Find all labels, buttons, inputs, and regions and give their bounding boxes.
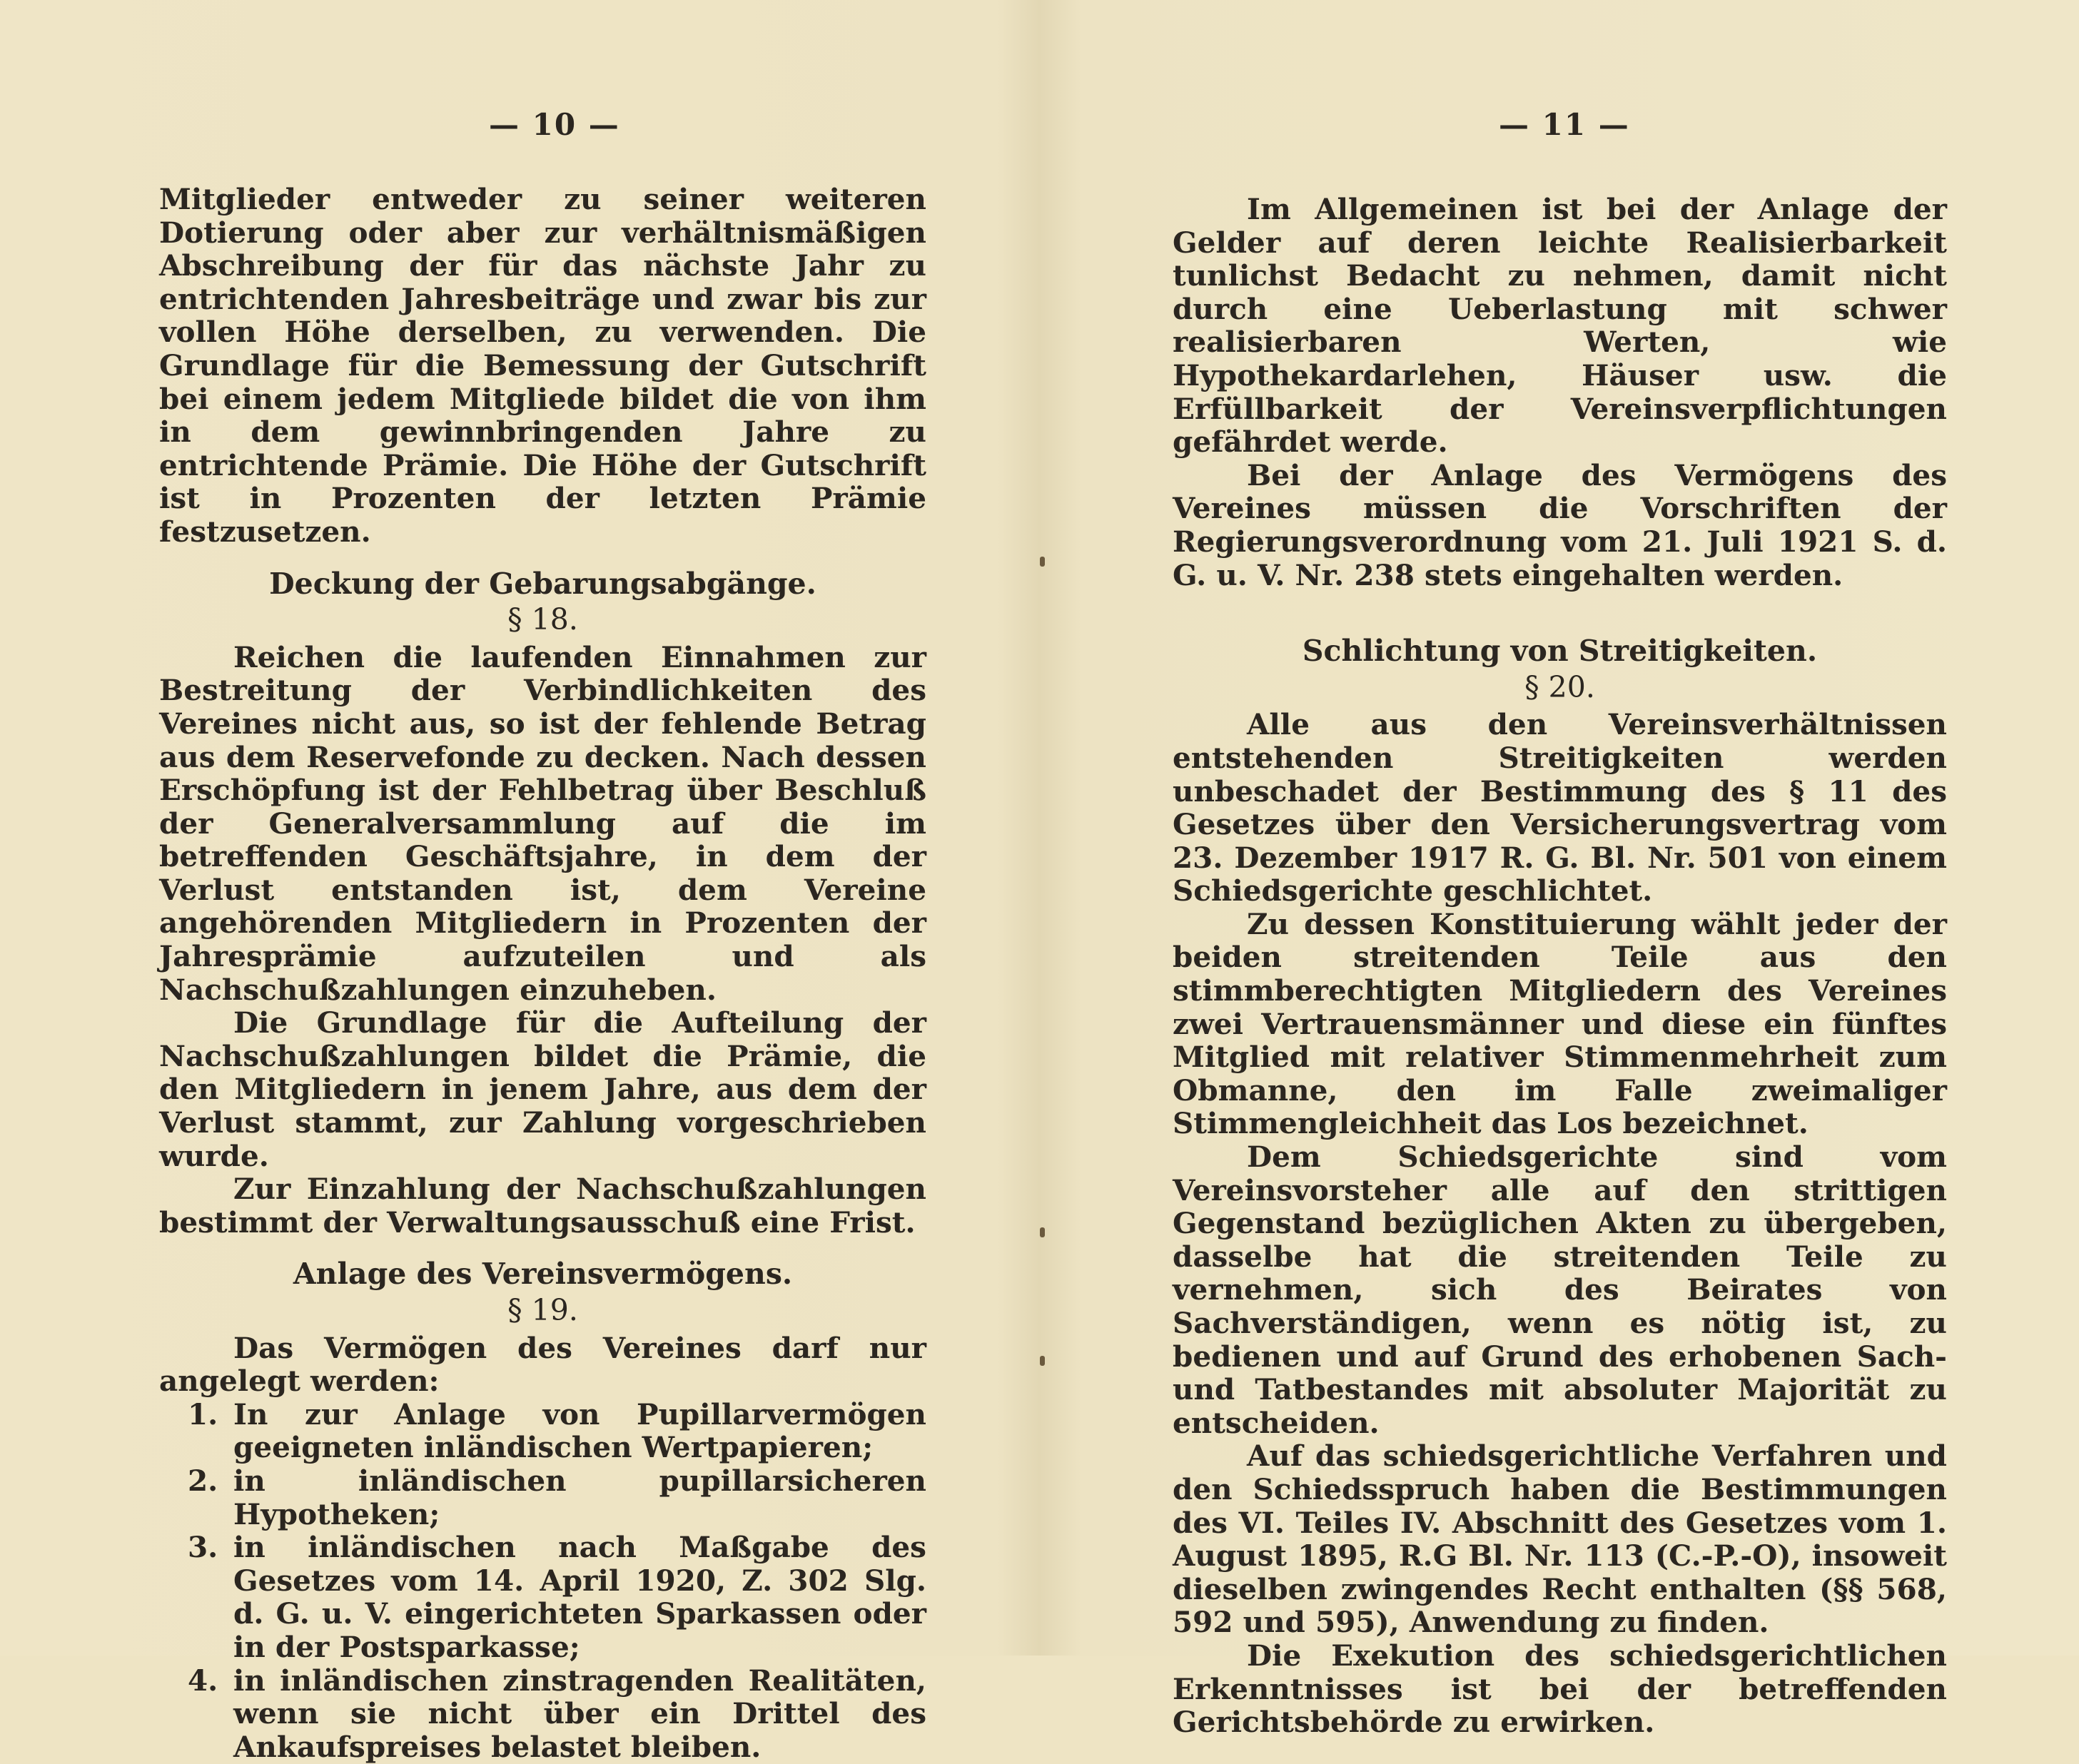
list-text: In zur Anlage von Pupillarvermögen geeigneten inländischen Wertpapieren; (233, 1396, 926, 1465)
left-text-column (159, 183, 926, 1763)
list-number: 2. (188, 1463, 218, 1498)
section-sign: § 18. (507, 602, 578, 637)
paragraph: Die Exekution des schiedsgerichtlichen Erkenntnisses ist bei der betreffenden Gerichtsbehörde zu erwirken. (1173, 1638, 1947, 1740)
paragraph: Auf das schiedsgerichtliche Verfahren und den Schiedsspruch haben die Bestimmungen des VI. Teiles IV. Abschnitt des Gesetzes vom 1. August 1895, R.G Bl. Nr. 113 (C.-P.-O), insoweit dieselben zwingendes Recht enthalten (§§ 568, 592 und 595), Anwendung zu finden. (1173, 1439, 1947, 1640)
list-text: in inländischen pupillarsicheren Hypotheken; (233, 1463, 926, 1531)
list-text: in inländischen nach Maßgabe des Gesetzes vom 14. April 1920, Z. 302 Slg. d. G. u. V. eingerichteten Sparkassen oder in der Postsparkasse; (233, 1530, 926, 1664)
paragraph: Alle aus den Vereinsverhältnissen entstehenden Streitigkeiten werden unbeschadet der Bestimmung des § 11 des Gesetzes über den Versicherungsvertrag vom 23. Dezember 1917 R. G. Bl. Nr. 501 von einem Schiedsgerichte geschlichtet. (1173, 707, 1947, 908)
list-item (159, 1398, 926, 1464)
left-page (0, 0, 1039, 1764)
paragraph: Das Vermögen des Vereines darf nur angelegt werden: (159, 1330, 926, 1399)
list-number: 4. (188, 1663, 218, 1698)
paragraph: Die Grundlage für die Aufteilung der Nachschußzahlungen bildet die Prämie, die den Mitgliedern in jenem Jahre, aus dem der Verlust stammt, zur Zahlung vorgeschrieben wurde. (159, 1005, 926, 1173)
list-item (159, 1664, 926, 1764)
right-page (1039, 0, 2079, 1740)
investment-list (159, 1398, 926, 1764)
paragraph: Reichen die laufenden Einnahmen zur Bestreitung der Verbindlichkeiten des Vereines nicht aus, so ist der fehlende Betrag aus dem Reservefonde zu decken. Nach dessen Erschöpfung ist der Fehlbetrag über Beschluß der Generalversammlung auf die im betreffenden Geschäftsjahre, in dem der Verlust entstanden ist, dem Vereine angehörenden Mitgliedern in Prozenten der Jahresprämie aufzuteilen und als Nachschußzahlungen einzuheben. (159, 639, 926, 1007)
list-text: in inländischen zinstragenden Realitäten, wenn sie nicht über ein Drittel des Ankaufspreises belastet bleiben. (233, 1663, 926, 1764)
page-number: — 10 — (489, 107, 620, 142)
section-sign: § 19. (507, 1293, 578, 1327)
list-number: 3. (188, 1530, 218, 1565)
list-number: 1. (188, 1396, 218, 1431)
paragraph: Zur Einzahlung der Nachschußzahlungen bestimmt der Verwaltungsausschuß eine Frist. (159, 1172, 926, 1240)
section-heading: Schlichtung von Streitigkeiten. (1302, 634, 1818, 669)
page-number: — 11 — (1499, 107, 1630, 142)
section-sign: § 20. (1524, 669, 1595, 704)
section-heading: Deckung der Gebarungsabgänge. (269, 566, 816, 601)
section-heading: Anlage des Vereinsvermögens. (293, 1257, 793, 1292)
paragraph: Zu dessen Konstituierung wählt jeder der beiden streitenden Teile aus den stimmberechtigten Mitgliedern des Vereines zwei Vertrauensmänner und diese ein fünftes Mitglied mit relativer Stimmenmehrheit zum Obmanne, den im Falle zweimaliger Stimmengleichheit das Los bezeichnet. (1173, 906, 1947, 1141)
list-item (159, 1531, 926, 1663)
paragraph: Im Allgemeinen ist bei der Anlage der Gelder auf deren leichte Realisierbarkeit tunlichst Bedacht zu nehmen, damit nicht durch eine Ueberlastung mit schwer realisierbaren Werten, wie Hypothekardarlehen, Häuser usw. die Erfüllbarkeit der Vereinsverpflichtungen gefährdet werde. (1173, 192, 1947, 460)
list-item (159, 1464, 926, 1531)
right-text-column (1173, 193, 1947, 1739)
paragraph: Mitglieder entweder zu seiner weiteren Dotierung oder aber zur verhältnismäßigen Abschreibung der für das nächste Jahr zu entrichtenden Jahresbeiträge und zwar bis zur vollen Höhe derselben, zu verwenden. Die Grundlage für die Bemessung der Gutschrift bei einem jedem Mitgliede bildet die von ihm in dem gewinnbringenden Jahre zu entrichtende Prämie. Die Höhe der Gutschrift ist in Prozenten der letzten Prämie festzusetzen. (159, 182, 926, 549)
paragraph: Dem Schiedsgerichte sind vom Vereinsvorsteher alle auf den strittigen Gegenstand bezüglichen Akten zu übergeben, dasselbe hat die streitenden Teile zu vernehmen, sich des Beirates von Sachverständigen, wenn es nötig ist, zu bedienen und auf Grund des erhobenen Sach- und Tatbestandes mit absoluter Majorität zu entscheiden. (1173, 1140, 1947, 1440)
paragraph: Bei der Anlage des Vermögens des Vereines müssen die Vorschriften der Regierungsverordnung vom 21. Juli 1921 S. d. G. u. V. Nr. 238 stets eingehalten werden. (1173, 457, 1947, 592)
